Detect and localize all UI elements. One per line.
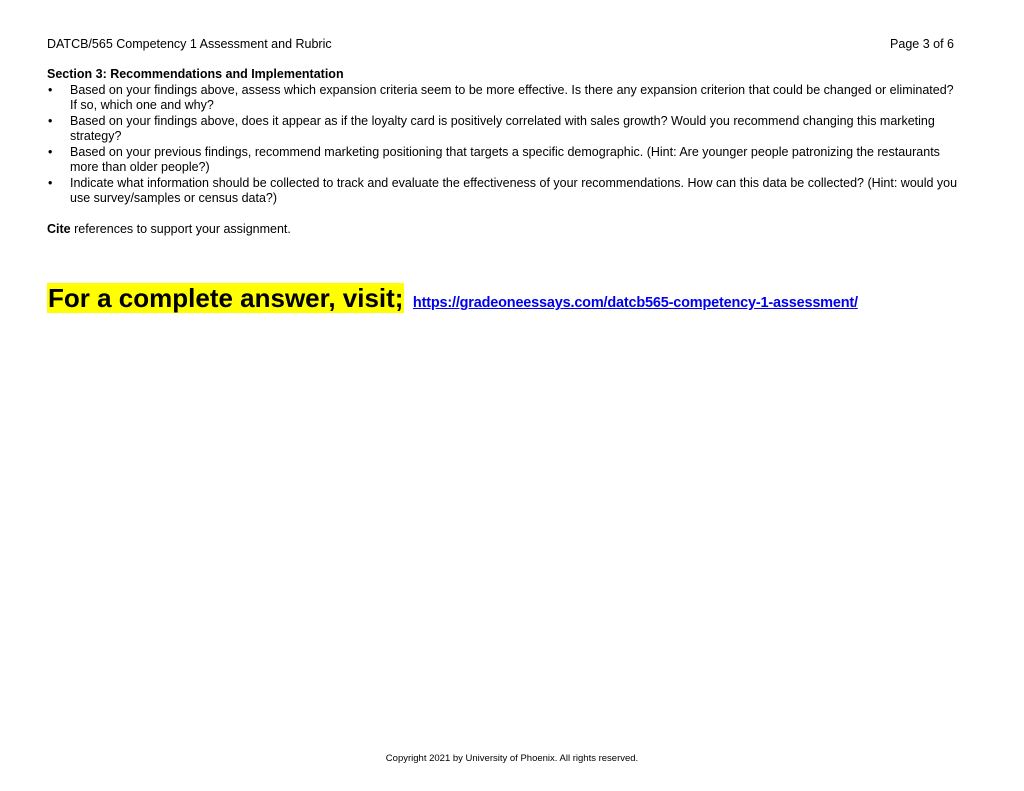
bullet-list [47,83,962,207]
bullet-icon: • [48,82,53,97]
list-item-text: Based on your findings above, does it appear as if the loyalty card is positively correlated with sales growth? Would you recommend changing this marketing strategy? [70,113,935,143]
list-item-text: Indicate what information should be collected to track and evaluate the effectiveness of your recommendations. How can this data be collected? (Hint: would you use survey/samples or census data?) [70,175,958,205]
bullet-icon: • [48,175,53,190]
cite-bold-word: Cite [47,221,71,236]
cite-rest-text: references to support your assignment. [70,221,291,236]
document-header-title: DATCB/565 Competency 1 Assessment and Rubric [47,37,332,51]
list-item [47,145,962,176]
cta-link[interactable]: https://gradeoneessays.com/datcb565-competency-1-assessment/ [412,295,858,311]
bullet-icon: • [48,144,53,159]
call-to-action [47,283,858,313]
cite-instruction [47,222,962,238]
list-item-text: Based on your previous findings, recommend marketing positioning that targets a specific demographic. (Hint: Are younger people patronizing the restaurants more than older people?) [70,144,940,174]
list-item [47,176,962,207]
copyright-footer: Copyright 2021 by University of Phoenix. All rights reserved. [385,753,639,764]
bullet-icon: • [48,113,53,128]
section-title: Section 3: Recommendations and Implementation [47,67,344,81]
document-body [47,67,962,250]
page-number: Page 3 of 6 [890,37,954,51]
list-item-text: Based on your findings above, assess which expansion criteria seem to be more effective. Is there any expansion criterion that could be changed or eliminated? If so, which one and why? [70,82,954,112]
cta-highlighted-text: For a complete answer, visit; [48,283,404,313]
list-item [47,83,962,114]
list-item [47,114,962,145]
